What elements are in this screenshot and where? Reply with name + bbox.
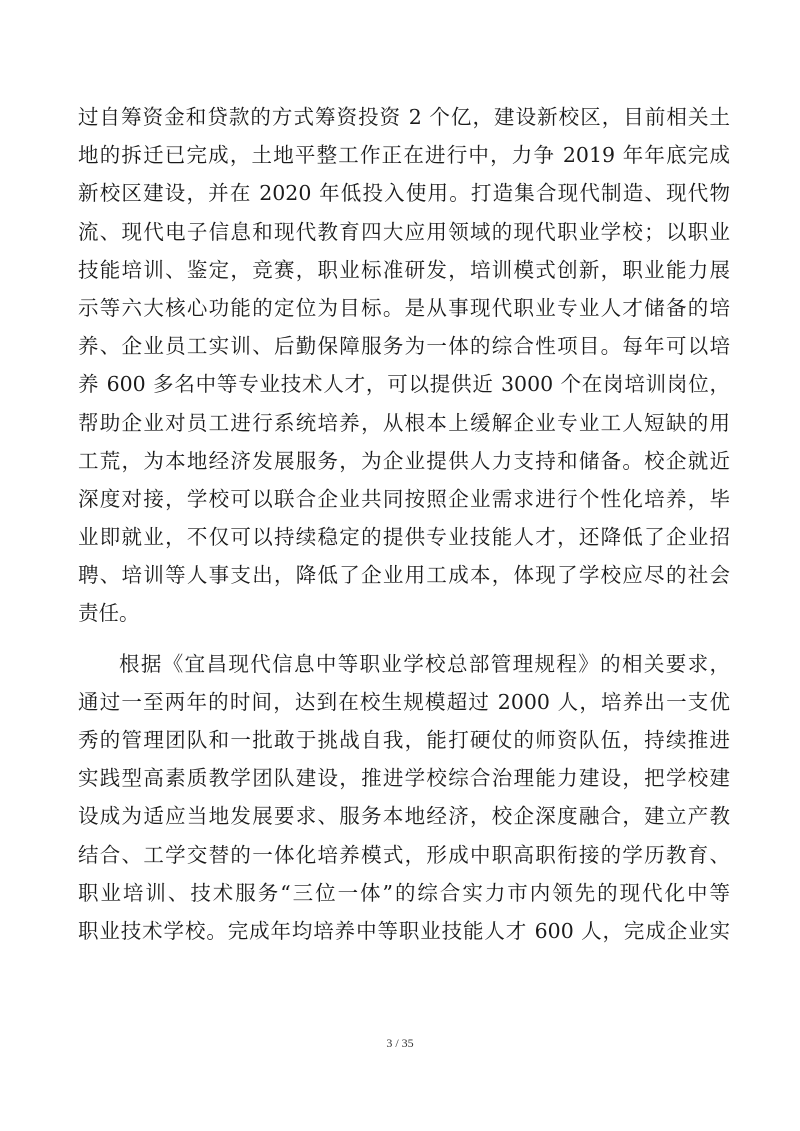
text-line: 流、现代电子信息和现代教育四大应用领域的现代职业学校；以职业 <box>78 219 730 244</box>
text-line: 职业培训、技术服务“三位一体”的综合实力市内领先的现代化中等 <box>78 880 730 905</box>
text-line: 养、企业员工实训、后勤保障服务为一体的综合性项目。每年可以培 <box>78 334 730 359</box>
paragraph-spacer <box>78 633 730 645</box>
text-line: 通过一至两年的时间，达到在校生规模超过 2000 人，培养出一支优 <box>78 689 730 714</box>
text-line: 责任。 <box>78 601 140 626</box>
text-line: 养 600 多名中等专业技术人才，可以提供近 3000 个在岗培训岗位， <box>78 372 730 397</box>
text-line: 设成为适应当地发展要求、服务本地经济，校企深度融合，建立产教 <box>78 804 730 829</box>
text-line: 根据《宜昌现代信息中等职业学校总部管理规程》的相关要求， <box>119 651 730 676</box>
page-number: 3 / 35 <box>386 1036 414 1050</box>
text-line: 聘、培训等人事支出，降低了企业用工成本，体现了学校应尽的社会 <box>78 563 730 588</box>
text-line: 示等六大核心功能的定位为目标。是从事现代职业专业人才储备的培 <box>78 295 730 320</box>
text-line: 业即就业，不仅可以持续稳定的提供专业技能人才，还降低了企业招 <box>78 525 730 550</box>
text-line: 技能培训、鉴定，竞赛，职业标准研发，培训模式创新，职业能力展 <box>78 257 730 282</box>
text-line: 实践型高素质教学团队建设，推进学校综合治理能力建设，把学校建 <box>78 766 730 791</box>
paragraph-1 <box>78 98 730 633</box>
text-line: 职业技术学校。完成年均培养中等职业技能人才 600 人，完成企业实 <box>78 918 730 943</box>
text-line: 新校区建设，并在 2020 年低投入使用。打造集合现代制造、现代物 <box>78 181 730 206</box>
paragraph-2 <box>78 645 730 951</box>
text-line: 深度对接，学校可以联合企业共同按照企业需求进行个性化培养，毕 <box>78 486 730 511</box>
text-line: 结合、工学交替的一体化培养模式，形成中职高职衔接的学历教育、 <box>78 842 730 867</box>
document-body <box>78 98 730 950</box>
text-line: 工荒，为本地经济发展服务，为企业提供人力支持和储备。校企就近 <box>78 448 730 473</box>
text-line: 帮助企业对员工进行系统培养，从根本上缓解企业专业工人短缺的用 <box>78 410 730 435</box>
text-line: 秀的管理团队和一批敢于挑战自我，能打硬仗的师资队伍，持续推进 <box>78 728 730 752</box>
text-line: 过自筹资金和贷款的方式筹资投资 2 个亿，建设新校区，目前相关土 <box>78 105 730 129</box>
text-line: 地的拆迁已完成，土地平整工作正在进行中，力争 2019 年年底完成 <box>78 143 730 168</box>
